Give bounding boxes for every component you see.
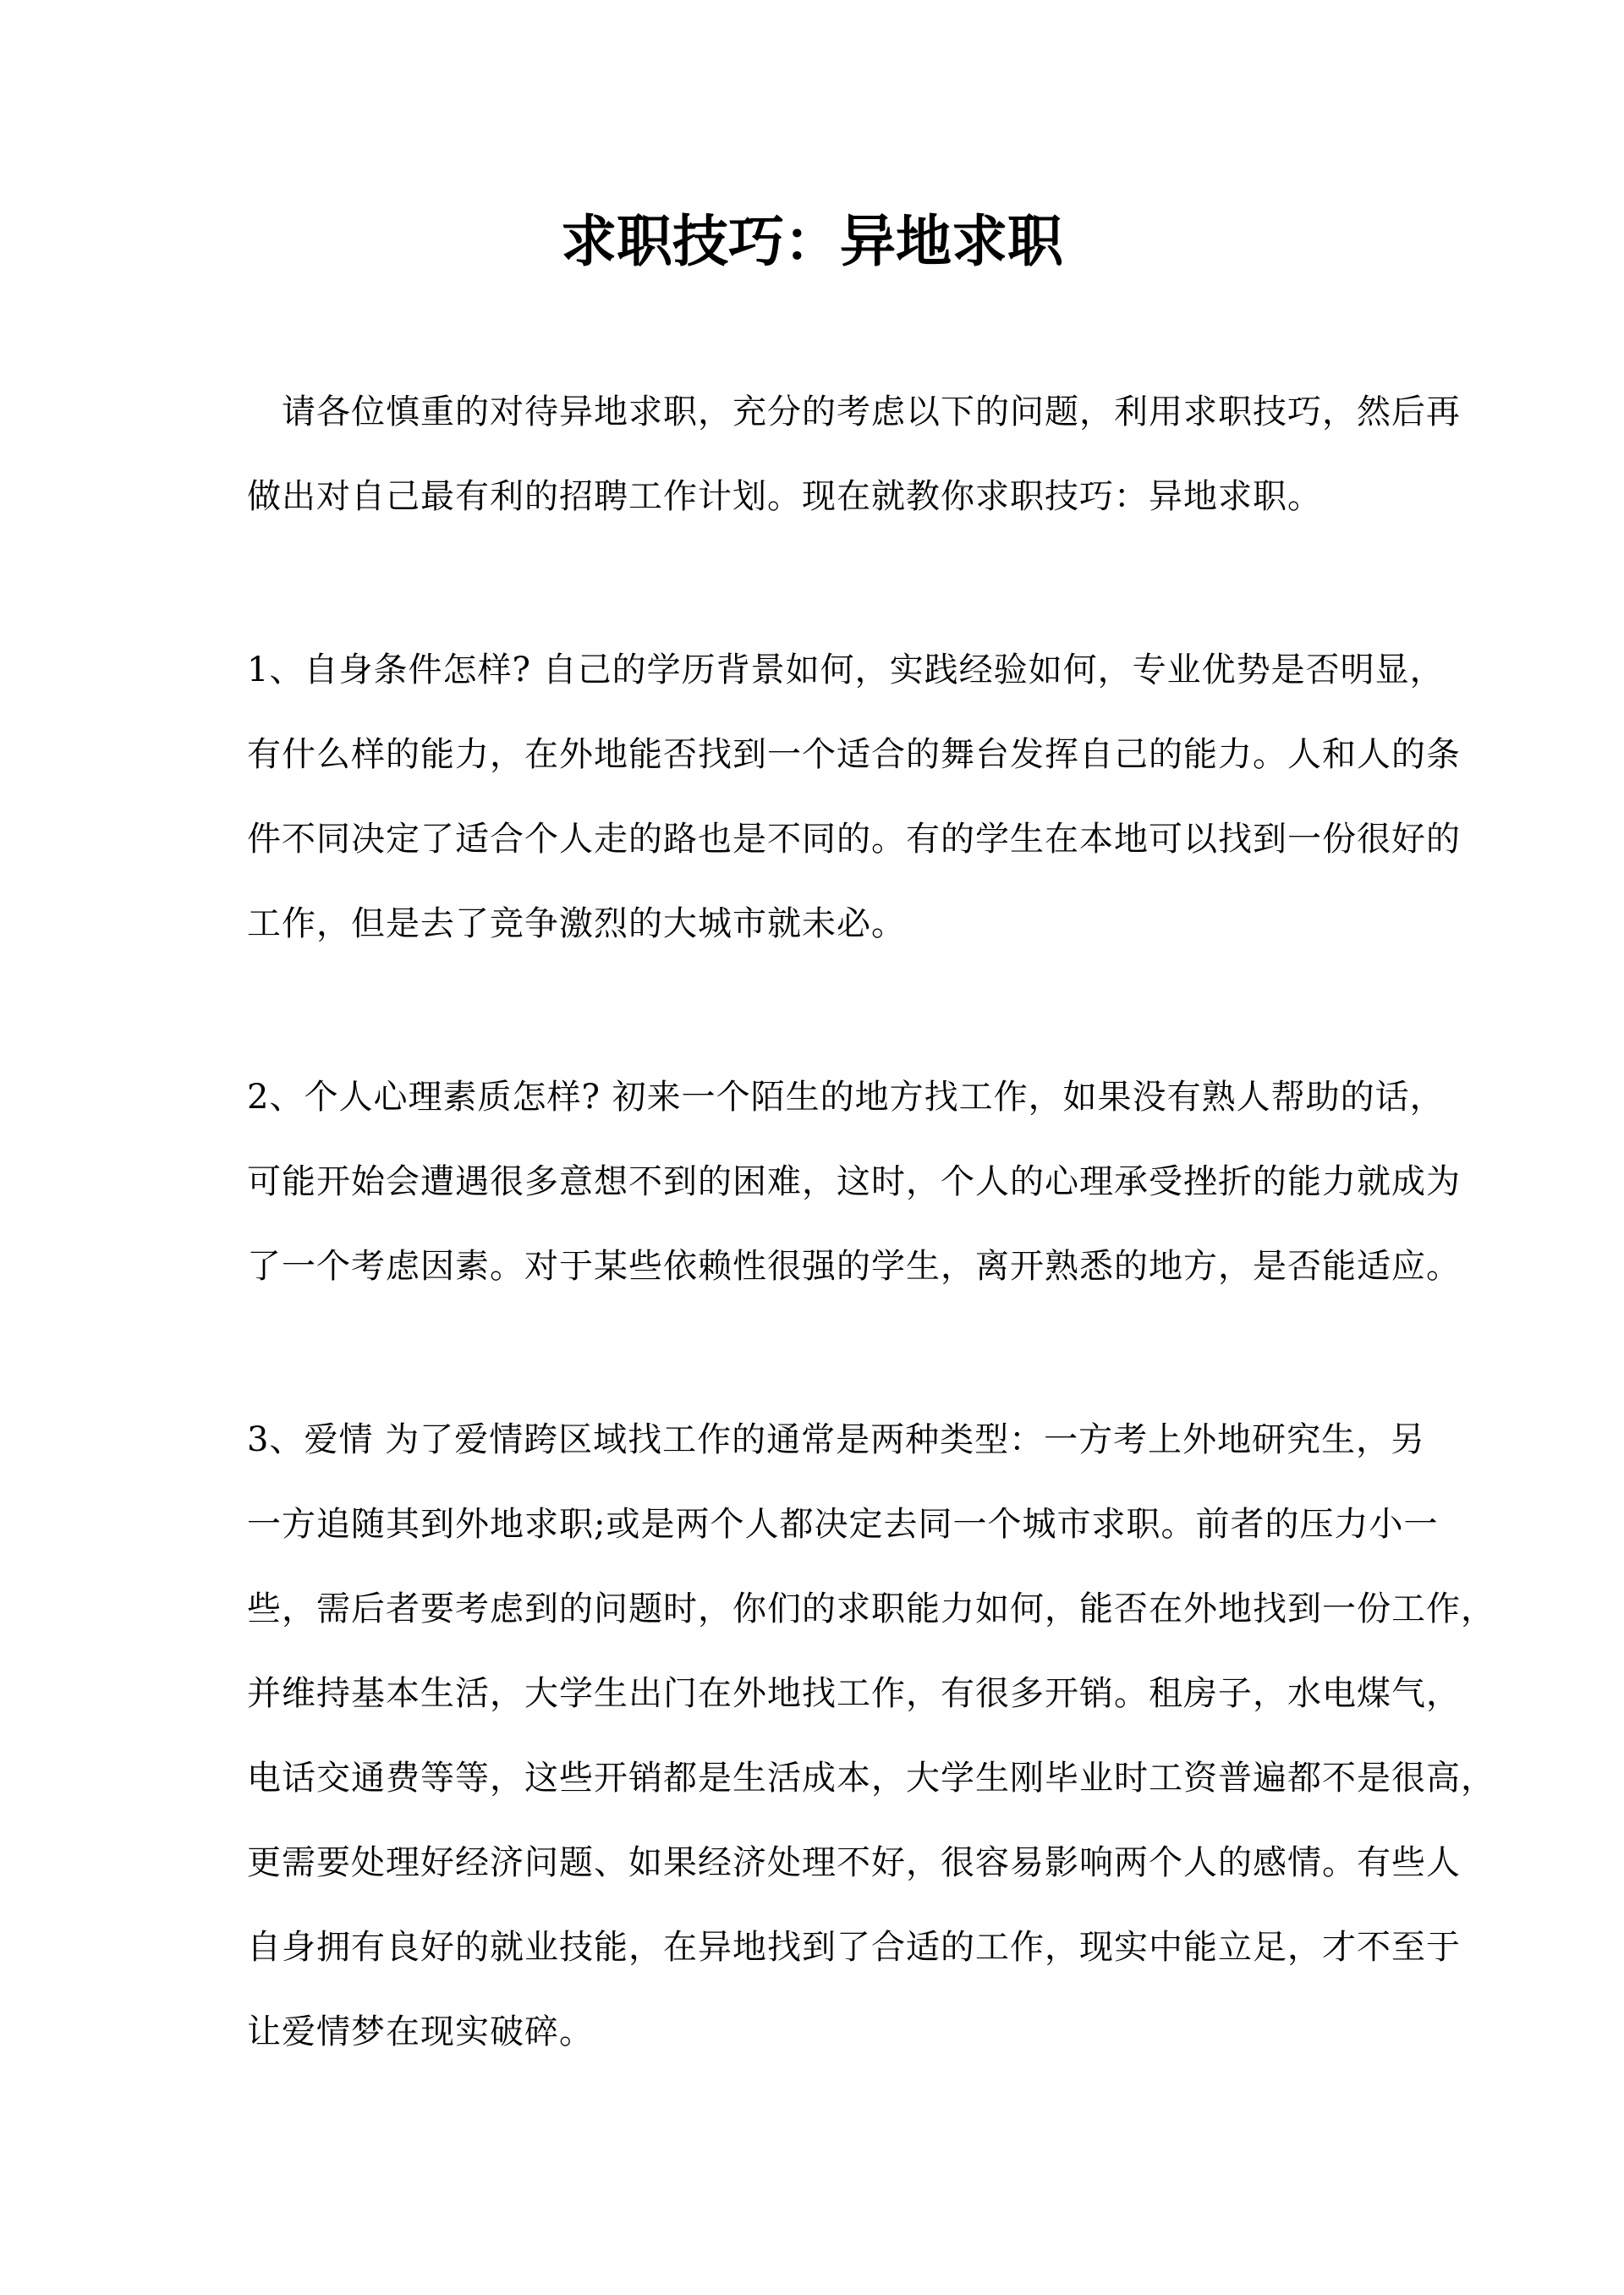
text-line: 1、自身条件怎样? 自己的学历背景如何，实践经验如何，专业优势是否明显， [247,651,1445,689]
point-3-paragraph [247,1397,1495,2074]
text-line: 请各位慎重的对待异地求职，充分的考虑以下的问题，利用求职技巧，然后再 [247,393,1461,431]
document-title: 求职技巧：异地求职 [561,208,1063,274]
text-line: 3、爱情 为了爱情跨区域找工作的通常是两种类型：一方考上外地研究生，另 [247,1420,1426,1459]
text-line: 做出对自己最有利的招聘工作计划。现在就教你求职技巧：异地求职。 [247,477,1322,516]
text-line: 可能开始会遭遇很多意想不到的困难，这时，个人的心理承受挫折的能力就成为 [247,1162,1461,1201]
text-line: 自身拥有良好的就业技能，在异地找到了合适的工作，现实中能立足，才不至于 [247,1928,1461,1967]
text-line: 件不同决定了适合个人走的路也是不同的。有的学生在本地可以找到一份很好的 [247,820,1461,859]
text-line: 电话交通费等等，这些开销都是生活成本，大学生刚毕业时工资普遍都不是很高， [247,1759,1495,1798]
point-2-paragraph [247,1055,1461,1309]
text-line: 2、个人心理素质怎样? 初来一个陌生的地方找工作，如果没有熟人帮助的话， [247,1078,1445,1117]
document-body [247,370,1495,2163]
text-line: 并维持基本生活，大学生出门在外地找工作，有很多开销。租房子，水电煤气， [247,1674,1461,1713]
text-line: 一方追随其到外地求职;或是两个人都决定去同一个城市求职。前者的压力小一 [247,1505,1439,1544]
text-line: 让爱情梦在现实破碎。 [247,2012,594,2051]
text-line: 更需要处理好经济问题、如果经济处理不好，很容易影响两个人的感情。有些人 [247,1843,1461,1882]
text-line: 工作，但是去了竞争激烈的大城市就未必。 [247,904,906,943]
point-1-paragraph [247,628,1461,966]
intro-paragraph [247,370,1461,539]
text-line: 些，需后者要考虑到的问题时，你们的求职能力如何，能否在外地找到一份工作， [247,1589,1495,1628]
text-line: 有什么样的能力，在外地能否找到一个适合的舞台发挥自己的能力。人和人的条 [247,735,1461,774]
text-line: 了一个考虑因素。对于某些依赖性很强的学生，离开熟悉的地方，是否能适应。 [247,1247,1461,1286]
